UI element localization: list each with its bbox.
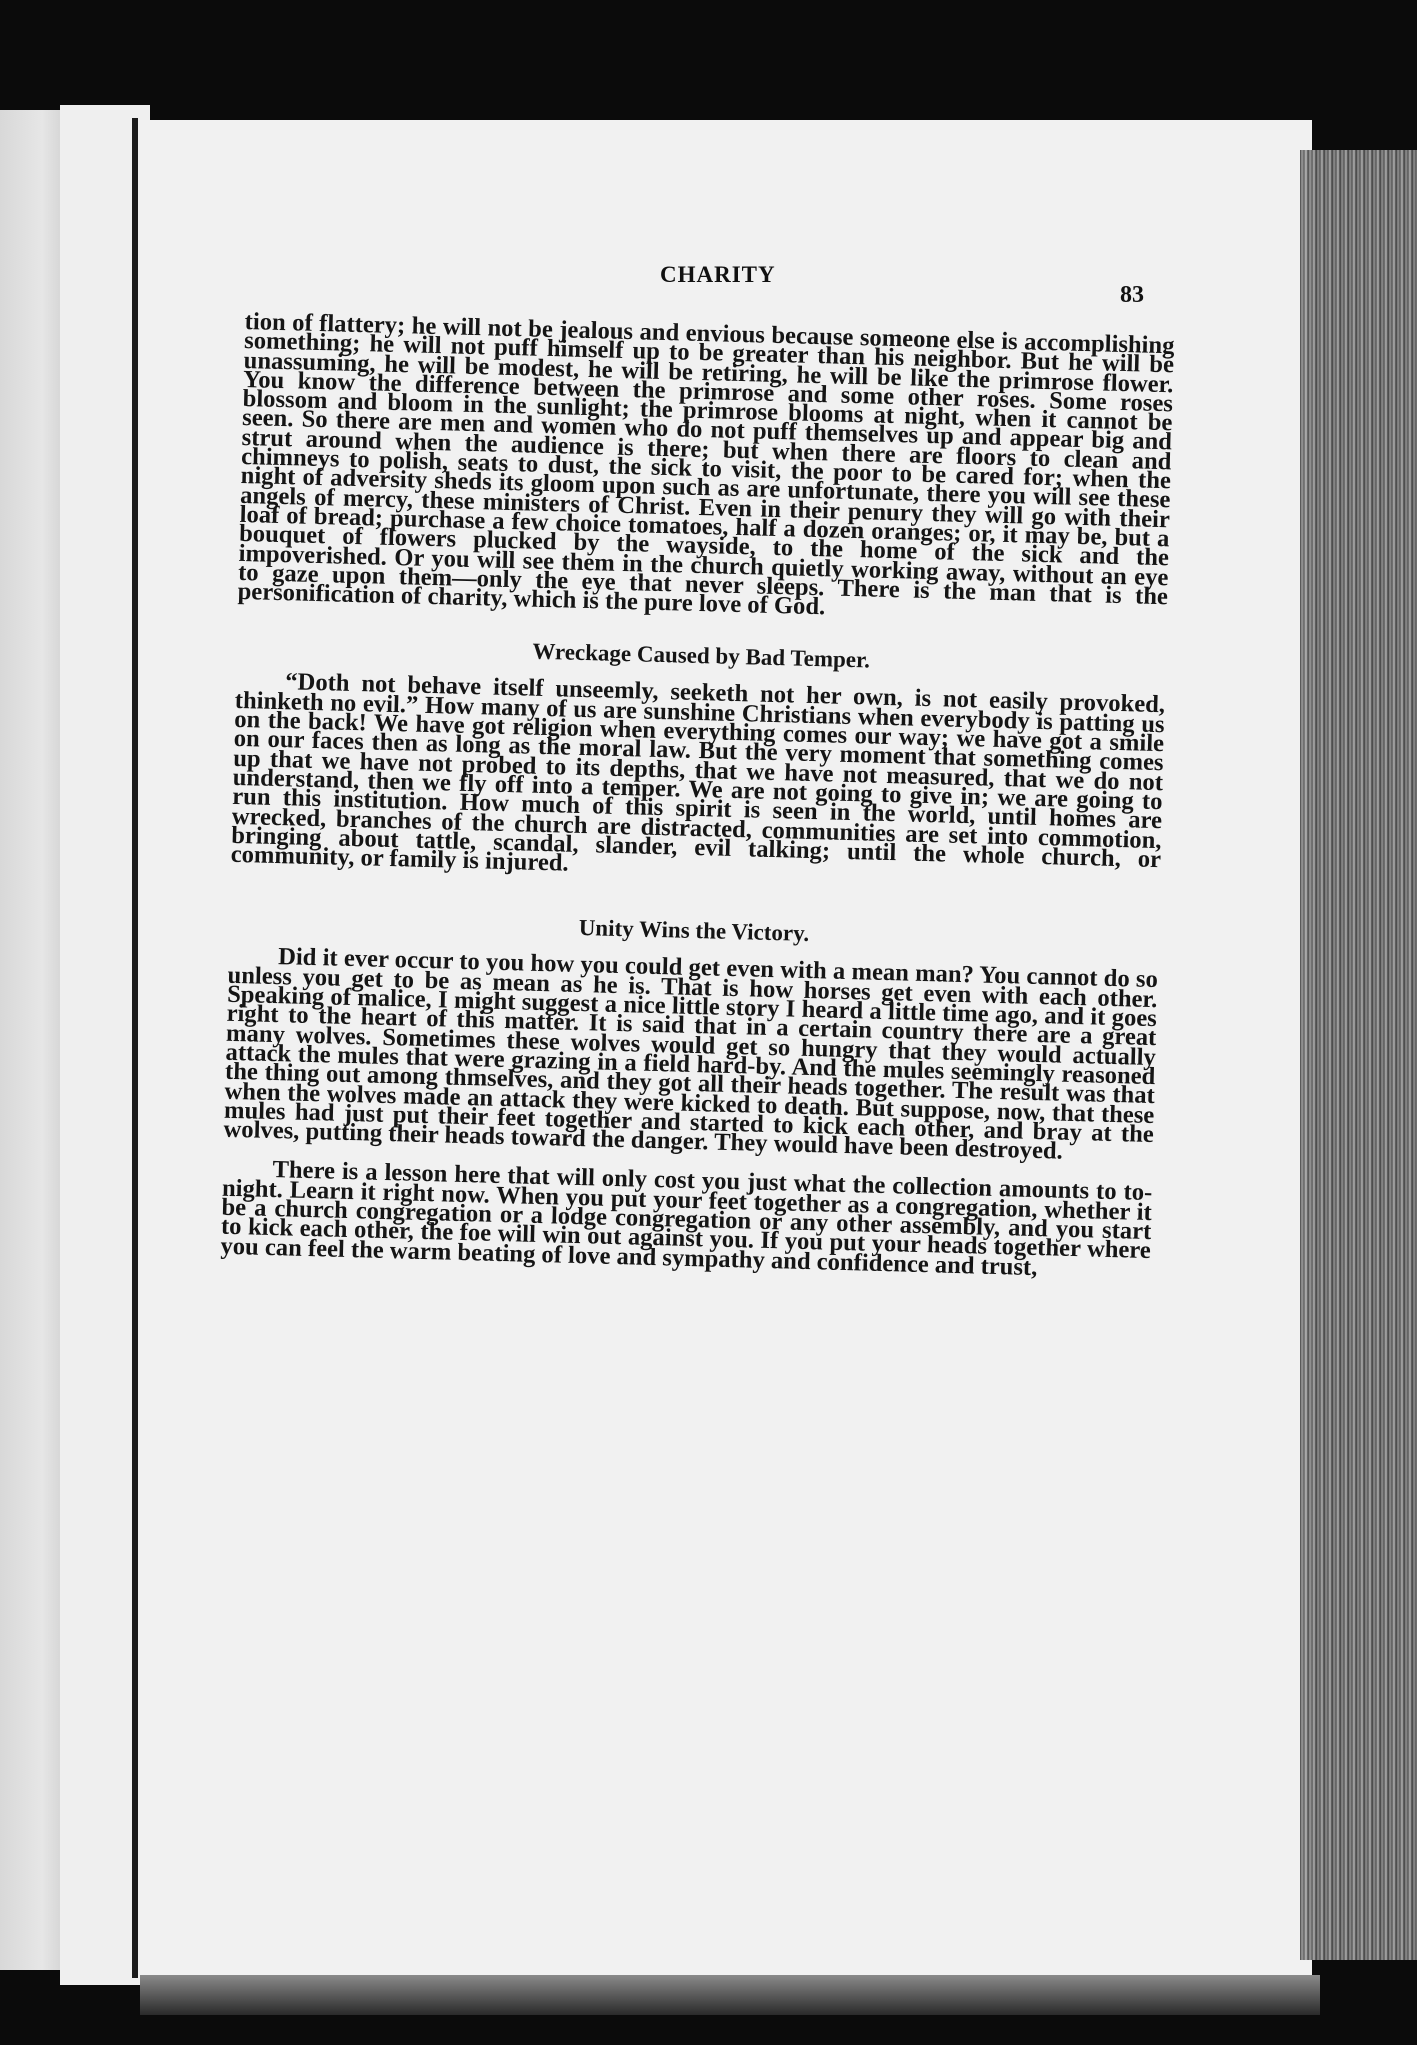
body-paragraph: Did it ever occur to you how you could get even with a mean man? You cannot do so unless you get to be as mean as he is. That is how horses get even with each other. Speaking of malice, I might suggest a nice little story I heard a little time ago, and it goes right to the heart of this matter. It is said that in a certain country there are a great many wolves. Sometimes these wolves would get so hungry that they would actually attack the mules that were grazing in a field hard-by. And the mules seemingly reasoned the thing out among thmselves, and they got all their heads together. The result was that when the wolves made an attack they were kicked to death. But suppose, now, that these mules had just put their feet together and started to kick each other, and bray at the wolves, putting their heads toward the danger. They would have been destroyed. (223, 943, 1159, 1165)
body-paragraph: “Doth not behave itself unseemly, seeketh not her own, is not easily provoked, thinketh no evil.” How many of us are sunshine Christians when everybody is patting us on the back! We have got religion when everything comes our way; we have got a smile on our faces then as long as the moral law. But the very moment that something comes up that we have not probed to its depths, that we have not measured, that we do not understand, then we fly off into a temper. We are not going to give in; we are going to run this institution. How much of this spirit is seen in the world, until homes are wrecked, branches of the church are distracted, communities are set into commotion, bringing about tattle, scandal, slander, evil talking; until the whole church, or community, or family is injured. (230, 668, 1166, 877)
running-head: CHARITY (660, 262, 776, 287)
section-heading: Unity Wins the Victory. (578, 915, 810, 947)
page-stack-edge (1300, 150, 1417, 1960)
body-paragraph: tion of flattery; he will not be jealous and envious because someone else is accomplishing something; he will not puff himself up to be greater than his neighbor. But he will be unassuming, he will be modest, he will be retiring, he will be like the primrose flower. You know the difference between the primrose and some other roses. Some roses blossom and bloom in the sunlight; the primrose blooms at night, when it cannot be seen. So there are men and women who do not puff themselves up and appear big and strut around when the audience is there; but when there are floors to clean and chimneys to polish, seats to dust, the sick to visit, the poor to be cared for; when the night of adversity sheds its gloom upon such as are unfortunate, there you will see these angels of mercy, these ministers of Christ. Even in their penury they will go with their loaf of bread; purchase a few choice tomatoes, half a dozen oranges; or, it may be, but a bouquet of flowers plucked by the wayside, to the home of the sick and the impoverished. Or you will see them in the church quietly working away, without an eye to gaze upon them—only the eye that never sleeps. There is the man that is the personification of charity, which is the pure love of God. (237, 308, 1175, 621)
body-paragraph: There is a lesson here that will only cost you just what the collection amounts to to-night. Learn it right now. When you put your feet together as a congregation, whether it be a church congregation or a lodge congregation or any other assembly, and you start to kick each other, the foe will win out against you. If you put your heads together where you can feel the warm beating of love and sympathy and confidence and trust, (220, 1156, 1153, 1281)
section-heading: Wreckage Caused by Bad Temper. (532, 639, 871, 673)
book-gutter (132, 118, 138, 1978)
page-number: 83 (1120, 282, 1144, 308)
page-body (220, 308, 1175, 1281)
page-bottom-shadow (140, 1975, 1320, 2015)
